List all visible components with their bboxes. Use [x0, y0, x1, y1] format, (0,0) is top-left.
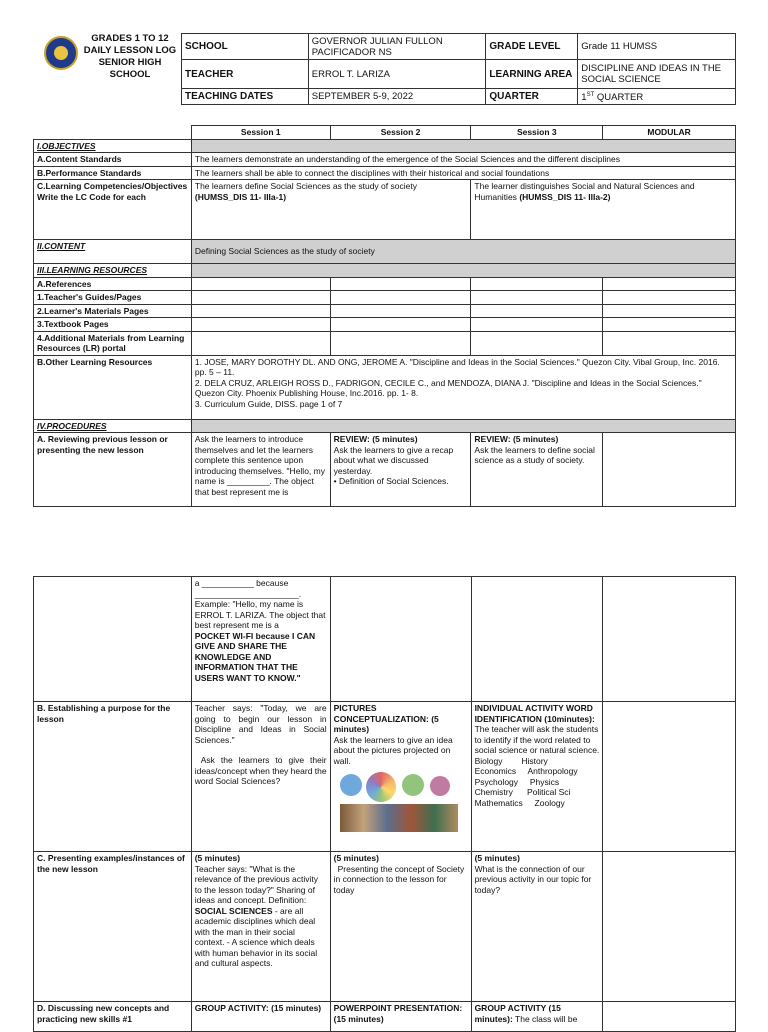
discussing-s2: POWERPOINT PRESENTATION: (15 minutes): [330, 1002, 471, 1032]
quarter-value: 1ST QUARTER: [578, 89, 736, 105]
reviewing-s3: REVIEW: (5 minutes) Ask the learners to define social science as a study of society.: [471, 433, 603, 507]
col-modular: MODULAR: [603, 126, 736, 140]
col-session-2: Session 2: [330, 126, 471, 140]
content-standards-value: The learners demonstrate an understanding of the emergence of the Social Sciences and the different disciplines: [191, 153, 735, 167]
reviewing-s1-continued: a ___________ because ______________________. Example: "Hello, my name is ERROL T. LARIZA. The object that best represent me is a POCKET WI-FI because I CAN GIVE AND SHARE THE KNOWLEDGE AND INFORMATION THAT THE USERS WANT TO KNOW.": [191, 577, 330, 702]
presenting-s1: (5 minutes) Teacher says: "What is the relevance of the previous activity to the lesson today?" Sharing of ideas and concept. Definition: SOCIAL SCIENCES - are all academic disciplines which deal with the man in their social context. - A science which deals with human behavior in its social and cultural aspects.: [191, 852, 330, 1002]
teaching-dates-label: TEACHING DATES: [182, 89, 309, 105]
presenting-examples-label: C. Presenting examples/instances of the new lesson: [34, 852, 192, 1002]
competencies-s1: The learners define Social Sciences as the study of society (HUMSS_DIS 11- IIIa-1): [191, 180, 471, 240]
competencies-label: C.Learning Competencies/Objectives Write the LC Code for each: [34, 180, 192, 240]
school-label: SCHOOL: [182, 34, 309, 60]
resources-heading: III.LEARNING RESOURCES: [34, 264, 192, 278]
grade-level-label: GRADE LEVEL: [486, 34, 578, 60]
school-value: GOVERNOR JULIAN FULLON PACIFICADOR NS: [308, 34, 486, 60]
purpose-label: B. Establishing a purpose for the lesson: [34, 702, 192, 852]
teacher-label: TEACHER: [182, 60, 309, 89]
teacher-value: ERROL T. LARIZA: [308, 60, 486, 89]
pictures-collage-image: [340, 772, 458, 832]
objectives-heading: I.OBJECTIVES: [34, 139, 192, 153]
reviewing-s1: Ask the learners to introduce themselves and let the learners complete this sentence upon introducing themselves. "Hello, my name is _________. The object that best represent me is: [191, 433, 330, 507]
discussing-s3: GROUP ACTIVITY (15 minutes): The class will be: [471, 1002, 603, 1032]
other-resources-value: 1. JOSE, MARY DOROTHY DL. AND ONG, JEROME A. "Discipline and Ideas in the Social Sciences." Quezon City. Vibal Group, Inc. 2016. pp. 5 – 11. 2. DELA CRUZ, ARLEIGH ROSS D., FADRIGON, CECILE C., and MENDOZA, DIANA J. "Discipline and Ideas in the Social Sciences." Quezon City. Phoenix Publishing House, Inc.2016. pp. 1- 8. 3. Curriculum Guide, DISS. page 1 of 7: [191, 355, 735, 419]
quarter-label: QUARTER: [486, 89, 578, 105]
lesson-table: [33, 125, 736, 507]
reviewing-label: A. Reviewing previous lesson or presenting the new lesson: [34, 433, 192, 507]
competencies-s3: The learner distinguishes Social and Natural Sciences and Humanities (HUMSS_DIS 11- IIIa-2): [471, 180, 736, 240]
header-table: [181, 33, 736, 105]
purpose-s3: INDIVIDUAL ACTIVITY WORD IDENTIFICATION (10minutes): The teacher will ask the students to identify if the word related to social science or natural science. Biology History Economics Anthropology Psychology Physics Chemistry Political Sci Mathematics Zoology: [471, 702, 603, 852]
discussing-s1: GROUP ACTIVITY: (15 minutes): [191, 1002, 330, 1032]
teaching-dates-value: SEPTEMBER 5-9, 2022: [308, 89, 486, 105]
additional-materials-label: 4.Additional Materials from Learning Resources (LR) portal: [34, 331, 192, 355]
textbook-label: 3.Textbook Pages: [34, 318, 192, 332]
learners-materials-label: 2.Learner's Materials Pages: [34, 304, 192, 318]
reviewing-s2: REVIEW: (5 minutes) Ask the learners to give a recap about what we discussed yesterday. • Definition of Social Sciences.: [330, 433, 471, 507]
procedures-heading: IV.PROCEDURES: [34, 419, 192, 433]
lesson-table-page-2: [33, 576, 736, 1032]
presenting-s2: (5 minutes) Presenting the concept of Society in connection to the lesson for today: [330, 852, 471, 1002]
learning-area-value: DISCIPLINE AND IDEAS IN THE SOCIAL SCIENCE: [578, 60, 736, 89]
teachers-guide-label: 1.Teacher's Guides/Pages: [34, 291, 192, 305]
col-session-1: Session 1: [191, 126, 330, 140]
content-standards-label: A.Content Standards: [34, 153, 192, 167]
col-session-3: Session 3: [471, 126, 603, 140]
other-resources-label: B.Other Learning Resources: [34, 355, 192, 419]
performance-standards-label: B.Performance Standards: [34, 166, 192, 180]
content-heading: II.CONTENT: [34, 240, 192, 264]
learning-area-label: LEARNING AREA: [486, 60, 578, 89]
log-title-text: GRADES 1 TO 12 DAILY LESSON LOG SENIOR HIGH SCHOOL: [83, 33, 177, 80]
presenting-s3: (5 minutes) What is the connection of our previous activity in our topic for today?: [471, 852, 603, 1002]
grade-level-value: Grade 11 HUMSS: [578, 34, 736, 60]
discussing-label: D. Discussing new concepts and practicing new skills #1: [34, 1002, 192, 1032]
purpose-s2: PICTURES CONCEPTUALIZATION: (5 minutes) Ask the learners to give an idea about the pictures projected on wall.: [330, 702, 471, 852]
performance-standards-value: The learners shall be able to connect the disciplines with their historical and social foundations: [191, 166, 735, 180]
content-value: Defining Social Sciences as the study of society: [191, 240, 735, 264]
references-label: A.References: [34, 277, 192, 291]
purpose-s1: Teacher says: "Today, we are going to begin our lesson in Discipline and Ideas in Social Sciences." Ask the learners to give their ideas/concept when they heard the word Social Sciences?: [191, 702, 330, 852]
deped-seal-logo: [44, 36, 78, 70]
log-title: [80, 33, 180, 81]
